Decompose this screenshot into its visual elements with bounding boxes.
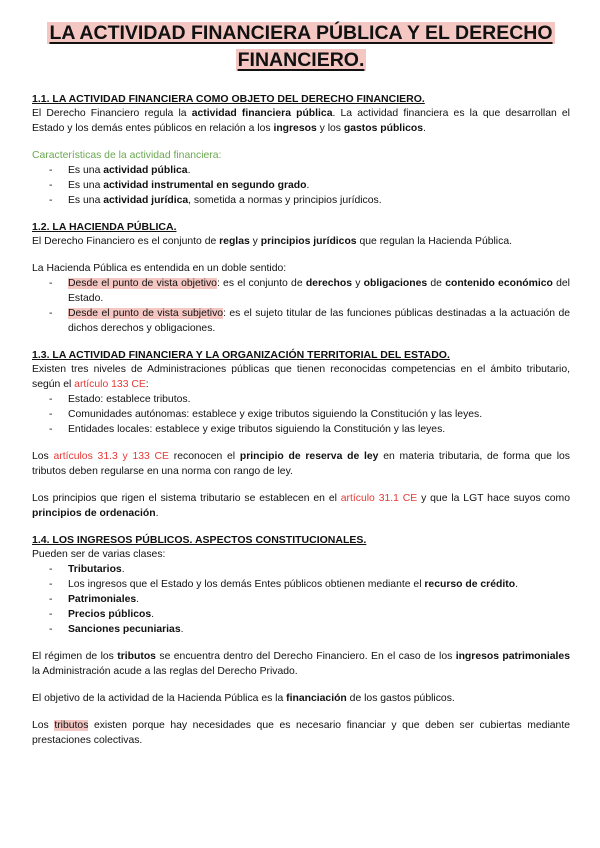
list-item: - Es una actividad instrumental en segundo grado.	[32, 178, 570, 193]
list-item: - Entidades locales: establece y exige tributos siguiendo la Constitución y las leyes.	[32, 422, 570, 437]
list-item: - Tributarios.	[32, 562, 570, 577]
section-heading-1-4: 1.4. LOS INGRESOS PÚBLICOS. ASPECTOS CONSTITUCIONALES.	[32, 534, 367, 546]
paragraph: El Derecho Financiero regula la actividad financiera pública. La actividad financiera es la que desarrollan el Estado y los demás entes públicos en relación a los ingresos y los gastos públicos.	[32, 108, 570, 134]
list-item: - Sanciones pecuniarias.	[32, 622, 570, 637]
paragraph: Los principios que rigen el sistema tributario se establecen en el artículo 31.1 CE y que la LGT hace suyos como principios de ordenación.	[32, 493, 570, 519]
list-item: - Patrimoniales.	[32, 592, 570, 607]
list	[32, 562, 570, 637]
title-line-1: LA ACTIVIDAD FINANCIERA PÚBLICA Y EL DERECHO	[49, 22, 553, 44]
paragraph: Los tributos existen porque hay necesidades que es necesario financiar y que deben ser cubiertas mediante prestaciones colectivas.	[32, 720, 570, 746]
document-title	[32, 20, 570, 74]
paragraph: El objetivo de la actividad de la Hacienda Pública es la financiación de los gastos públicos.	[32, 693, 455, 704]
section-heading-1-2: 1.2. LA HACIENDA PÚBLICA.	[32, 221, 177, 233]
list-item: - Estado: establece tributos.	[32, 392, 570, 407]
list-item: - Es una actividad jurídica, sometida a normas y principios jurídicos.	[32, 193, 570, 208]
subtitle-characteristics: Características de la actividad financiera:	[32, 150, 222, 161]
paragraph: El Derecho Financiero es el conjunto de reglas y principios jurídicos que regulan la Hacienda Pública.	[32, 236, 512, 247]
section-heading-1-1: 1.1. LA ACTIVIDAD FINANCIERA COMO OBJETO DEL DERECHO FINANCIERO.	[32, 93, 425, 105]
title-line-2: FINANCIERO.	[237, 49, 365, 71]
list-item: - Desde el punto de vista objetivo: es el conjunto de derechos y obligaciones de contenido económico del Estado.	[32, 276, 570, 306]
paragraph: El régimen de los tributos se encuentra dentro del Derecho Financiero. En el caso de los ingresos patrimoniales la Administración acude a las reglas del Derecho Privado.	[32, 651, 570, 677]
paragraph: Los artículos 31.3 y 133 CE reconocen el principio de reserva de ley en materia tributaria, de forma que los tributos deben regularse en una norma con rango de ley.	[32, 451, 570, 477]
paragraph: La Hacienda Pública es entendida en un doble sentido:	[32, 263, 287, 274]
paragraph: Existen tres niveles de Administraciones públicas que tienen reconocidas competencias en el ámbito tributario, según el artículo 133 CE:	[32, 364, 570, 390]
list	[32, 276, 570, 336]
list-item: - Los ingresos que el Estado y los demás Entes públicos obtienen mediante el recurso de crédito.	[32, 577, 570, 592]
list-item: - Comunidades autónomas: establece y exige tributos siguiendo la Constitución y las leyes.	[32, 407, 570, 422]
section-heading-1-3: 1.3. LA ACTIVIDAD FINANCIERA Y LA ORGANIZACIÓN TERRITORIAL DEL ESTADO.	[32, 349, 450, 361]
list-item: - Es una actividad pública.	[32, 163, 570, 178]
list	[32, 392, 570, 437]
list-item: - Desde el punto de vista subjetivo: es el sujeto titular de las funciones públicas destinadas a la actuación de dichos derechos y obligaciones.	[32, 306, 570, 336]
list-item: - Precios públicos.	[32, 607, 570, 622]
paragraph: Pueden ser de varias clases:	[32, 549, 166, 560]
list	[32, 163, 570, 208]
